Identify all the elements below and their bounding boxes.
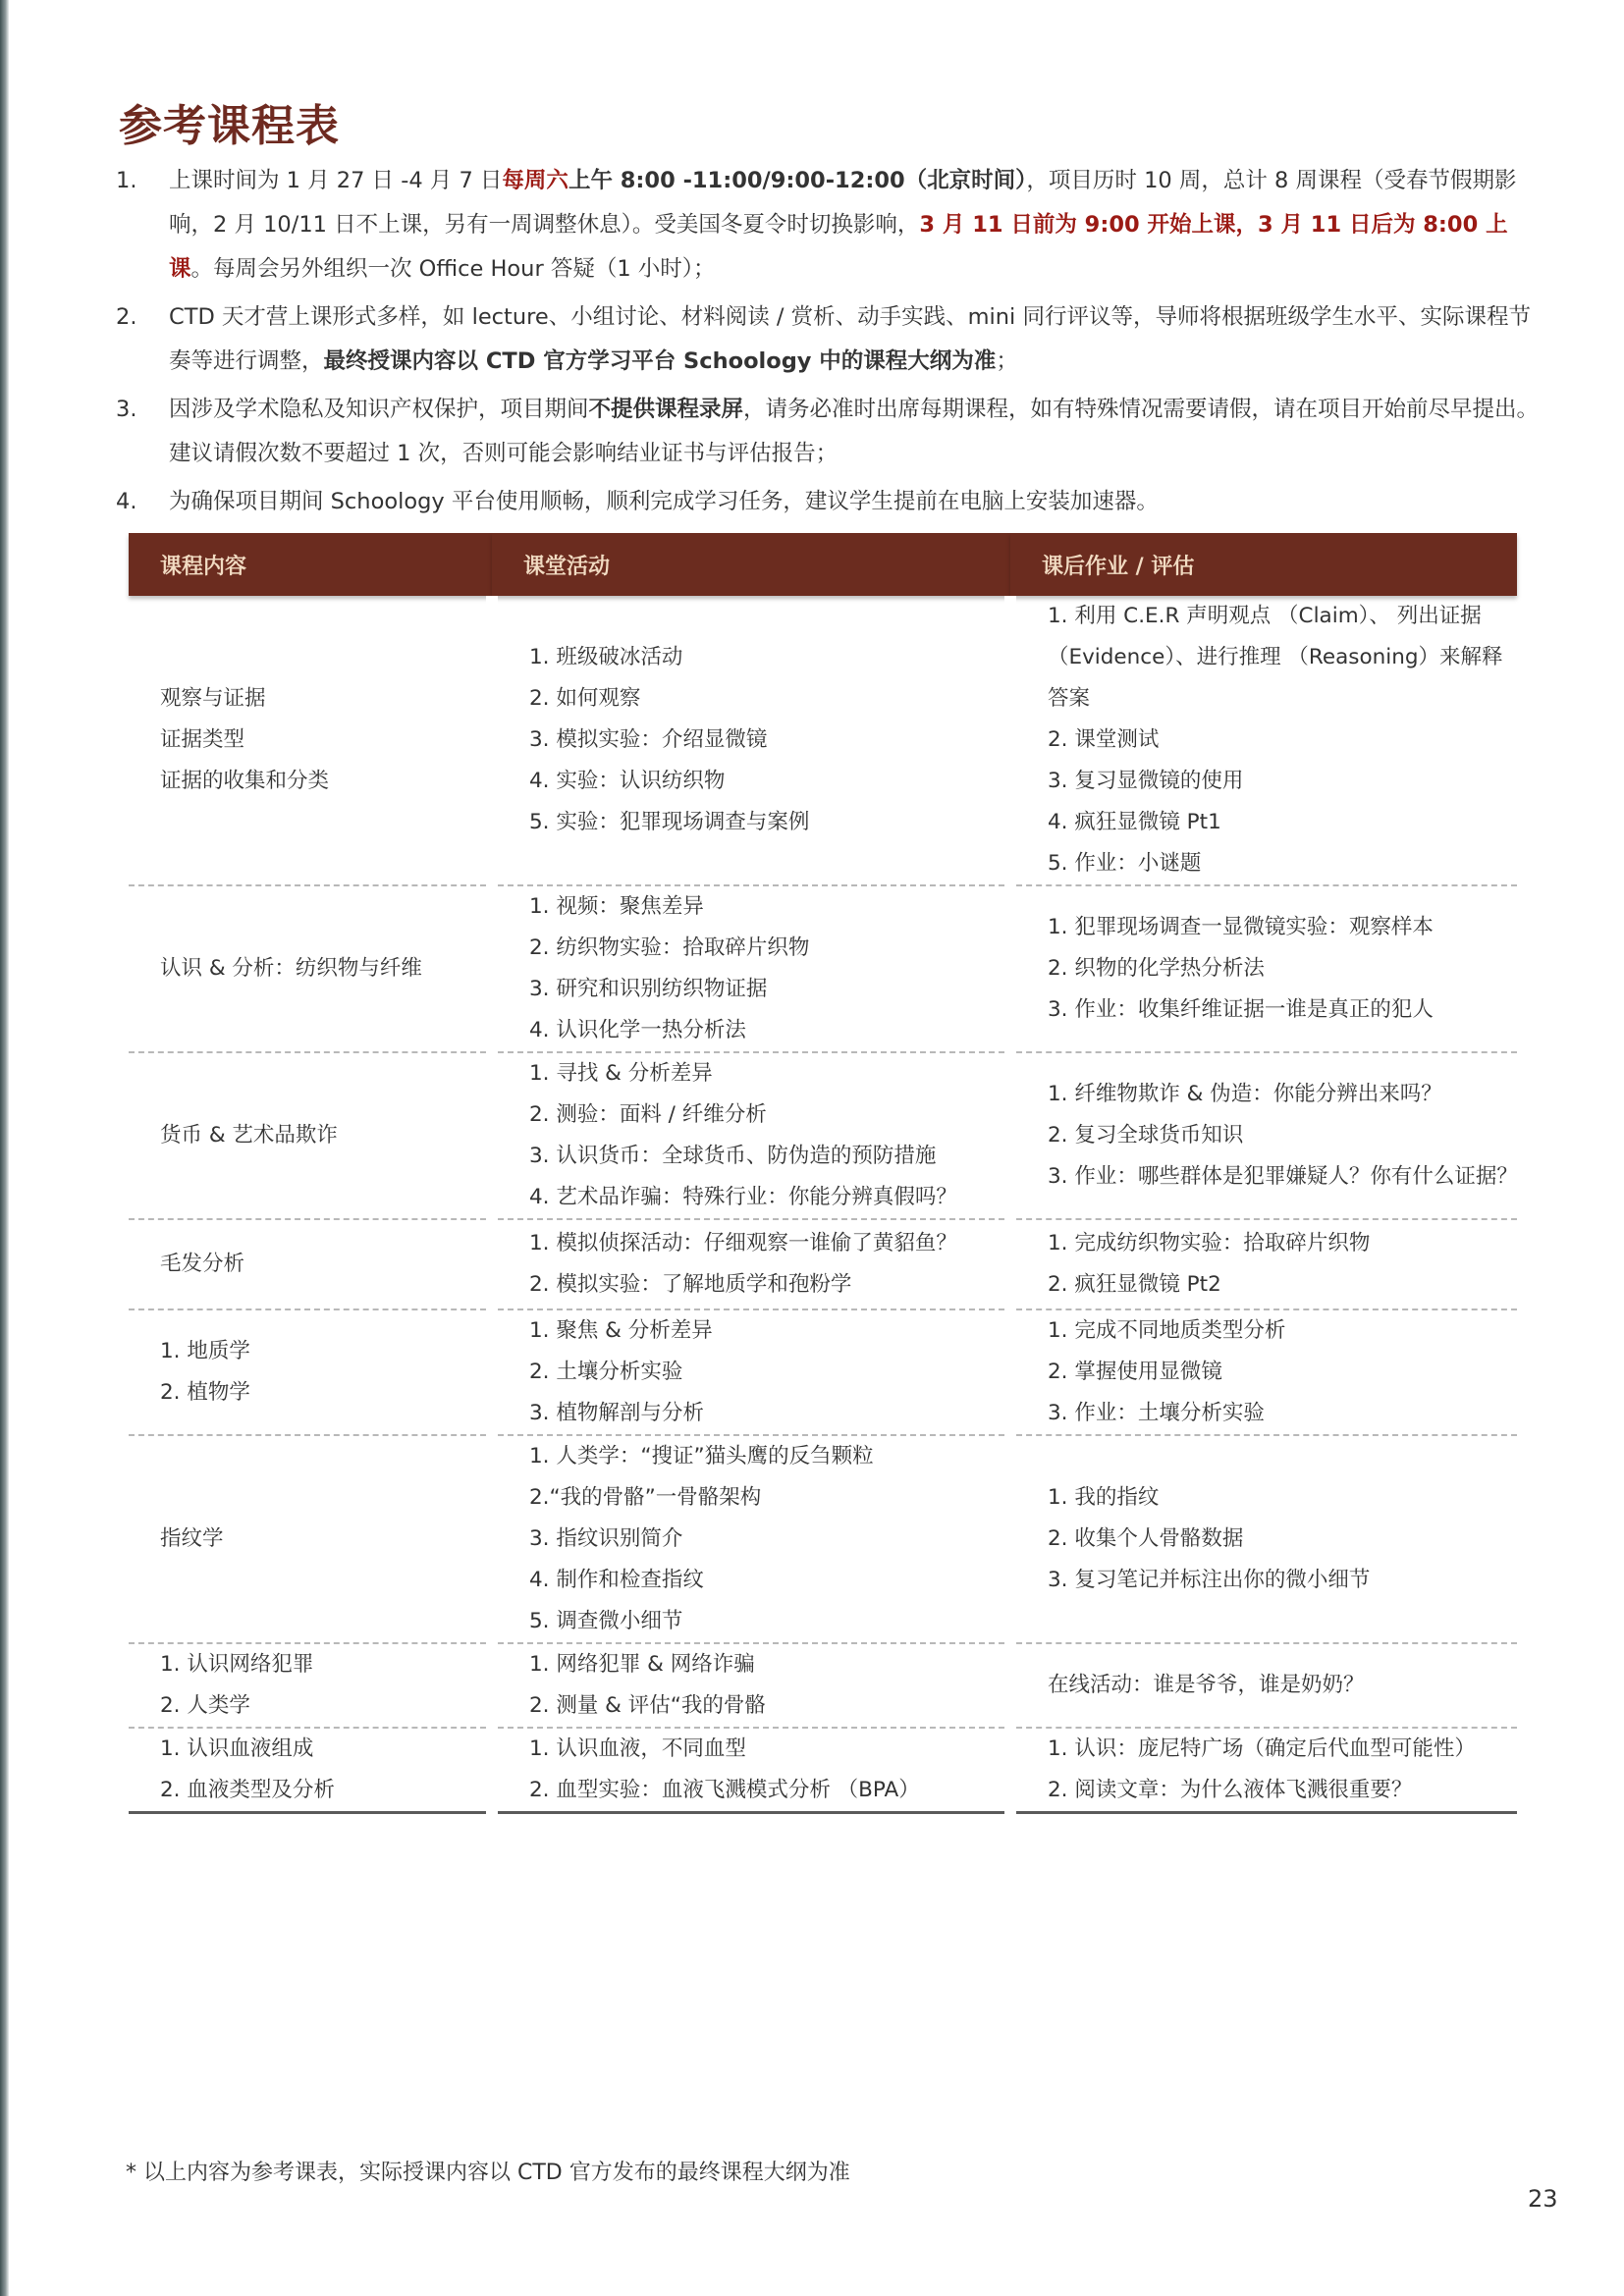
note-item — [116, 388, 1540, 476]
homework-cell — [1010, 1435, 1517, 1643]
cell-line: 3. 认识货币：全球货币、防伪造的预防措施 — [529, 1144, 937, 1168]
homework-cell — [1010, 596, 1517, 885]
class-activities-cell — [492, 1435, 1010, 1643]
cell-line: 4. 制作和检查指纹 — [529, 1568, 704, 1592]
cell-line: 4. 艺术品诈骗：特殊行业：你能分辨真假吗？ — [529, 1185, 957, 1209]
note-emphasis: 最终授课内容以 CTD 官方学习平台 Schoology 中的课程大纲为准 — [323, 348, 997, 374]
cell-line: 2.“我的骨骼”一骨骼架构 — [529, 1485, 762, 1510]
cell-line: 1. 认识血液组成 — [160, 1736, 314, 1761]
cell-line: 2. 血液类型及分析 — [160, 1778, 335, 1802]
cell-line: 2. 测量 & 评估“我的骨骼 — [529, 1693, 766, 1718]
cell-line: 3. 作业：收集纤维证据一谁是真正的犯人 — [1048, 997, 1434, 1022]
cell-line: 2. 如何观察 — [529, 686, 641, 711]
cell-line: 观察与证据 — [160, 686, 266, 711]
page-title: 参考课程表 — [119, 101, 340, 151]
cell-line: 1. 模拟侦探活动：仔细观察一谁偷了黄貂鱼？ — [529, 1231, 957, 1255]
note-emphasis: 每周六 — [502, 168, 568, 193]
cell-line: 2. 阅读文章：为什么液体飞溅很重要？ — [1048, 1778, 1413, 1802]
note-emphasis: 不提供课程录屏 — [588, 397, 744, 422]
cell-line: 5. 调查微小细节 — [529, 1609, 683, 1633]
cell-line: 3. 模拟实验：介绍显微镜 — [529, 727, 768, 752]
note-text: ，项目历时 10 周，总计 8 周课程（受春节假期影响，2 月 10/11 日不上课，另有一周调整休息）。受美国冬夏令时切换影响， — [169, 168, 1517, 238]
cell-line: 1. 人类学：“搜证”猫头鹰的反刍颗粒 — [529, 1444, 874, 1468]
cell-line: 1. 我的指纹 — [1048, 1485, 1160, 1510]
homework-cell — [1010, 1728, 1517, 1813]
homework-cell — [1010, 885, 1517, 1052]
note-text: 。每周会另外组织一次 Office Hour 答疑（1 小时）； — [190, 256, 716, 282]
note-emphasis: 上午 8:00 -11:00/9:00-12:00（北京时间） — [568, 168, 1027, 193]
table-row — [129, 1309, 1517, 1435]
cell-line: 2. 纺织物实验：拾取碎片织物 — [529, 935, 810, 960]
class-activities-cell — [492, 1219, 1010, 1309]
cell-line: 1. 寻找 & 分析差异 — [529, 1061, 713, 1086]
cell-line: 5. 作业：小谜题 — [1048, 851, 1202, 876]
cell-line: 3. 作业：哪些群体是犯罪嫌疑人？你有什么证据？ — [1048, 1164, 1518, 1189]
cell-line: 1. 网络犯罪 & 网络诈骗 — [529, 1652, 755, 1677]
notes-list — [116, 159, 1540, 524]
cell-line: 3. 指纹识别简介 — [529, 1526, 683, 1551]
cell-line: 认识 & 分析：纺织物与纤维 — [160, 956, 422, 981]
cell-line: 4. 认识化学一热分析法 — [529, 1018, 746, 1042]
table-body — [129, 596, 1517, 1813]
course-content-cell — [129, 885, 492, 1052]
footnote: * 以上内容为参考课表，实际授课内容以 CTD 官方发布的最终课程大纲为准 — [126, 2161, 850, 2185]
cell-line: 1. 视频：聚焦差异 — [529, 894, 704, 919]
cell-line: 在线活动：谁是爷爷，谁是奶奶？ — [1048, 1673, 1365, 1697]
class-activities-cell — [492, 596, 1010, 885]
cell-line: 1. 完成纺织物实验：拾取碎片织物 — [1048, 1231, 1371, 1255]
cell-line: 3. 植物解剖与分析 — [529, 1401, 704, 1425]
cell-line: 1. 纤维物欺诈 & 伪造：你能分辨出来吗？ — [1048, 1082, 1442, 1106]
course-content-cell — [129, 1309, 492, 1435]
cell-line: 2. 模拟实验：了解地质学和孢粉学 — [529, 1272, 852, 1297]
cell-line: 证据的收集和分类 — [160, 769, 330, 793]
cell-line: 3. 复习显微镜的使用 — [1048, 769, 1244, 793]
table-row — [129, 1435, 1517, 1643]
cell-line: 5. 实验：犯罪现场调查与案例 — [529, 810, 810, 834]
table-row — [129, 596, 1517, 885]
cell-line: 2. 人类学 — [160, 1693, 250, 1718]
cell-line: 2. 课堂测试 — [1048, 727, 1160, 752]
cell-line: 2. 植物学 — [160, 1380, 250, 1405]
note-text: 上课时间为 1 月 27 日 -4 月 7 日 — [169, 168, 503, 193]
cell-line: 4. 实验：认识纺织物 — [529, 769, 726, 793]
note-item — [116, 295, 1540, 384]
cell-line: 3. 研究和识别纺织物证据 — [529, 977, 768, 1001]
note-text: CTD 天才营上课形式多样，如 lecture、小组讨论、材料阅读 / 赏析、动手实践、mini 同行评议等，导师将根据班级学生水平、实际课程节奏等进行调整， — [169, 304, 1531, 374]
note-text: 为确保项目期间 Schoology 平台使用顺畅，顺利完成学习任务，建议学生提前在电脑上安装加速器。 — [169, 489, 1159, 514]
homework-cell — [1010, 1052, 1517, 1219]
cell-line: 1. 班级破冰活动 — [529, 645, 683, 669]
note-item — [116, 159, 1540, 292]
table-row — [129, 1643, 1517, 1728]
course-content-cell — [129, 1728, 492, 1813]
course-content-cell — [129, 596, 492, 885]
cell-line: 1. 犯罪现场调查一显微镜实验：观察样本 — [1048, 915, 1434, 939]
course-schedule-table — [129, 533, 1517, 1814]
cell-line: 2. 复习全球货币知识 — [1048, 1123, 1244, 1148]
note-number: 2. — [116, 304, 137, 330]
cell-line: 2. 掌握使用显微镜 — [1048, 1360, 1222, 1384]
course-content-cell — [129, 1435, 492, 1643]
table-row — [129, 1728, 1517, 1813]
cell-line: 2. 织物的化学热分析法 — [1048, 956, 1265, 981]
homework-cell — [1010, 1309, 1517, 1435]
header-course-content: 课程内容 — [129, 533, 492, 596]
cell-line: 3. 复习笔记并标注出你的微小细节 — [1048, 1568, 1371, 1592]
class-activities-cell — [492, 1309, 1010, 1435]
class-activities-cell — [492, 1643, 1010, 1728]
note-number: 1. — [116, 168, 137, 193]
cell-line: 1. 认识：庞尼特广场（确定后代血型可能性） — [1048, 1736, 1476, 1761]
homework-cell — [1010, 1219, 1517, 1309]
cell-line: 毛发分析 — [160, 1252, 245, 1276]
class-activities-cell — [492, 1052, 1010, 1219]
note-number: 3. — [116, 397, 137, 422]
course-content-cell — [129, 1052, 492, 1219]
cell-line: 2. 测验：面料 / 纤维分析 — [529, 1102, 767, 1127]
page-number: 23 — [1528, 2185, 1558, 2213]
cell-line: 3. 作业：土壤分析实验 — [1048, 1401, 1265, 1425]
note-emphasis: 3 月 11 日前为 9:00 开始上课，3 月 11 日后为 8:00 上课 — [169, 212, 1508, 282]
header-class-activities: 课堂活动 — [492, 533, 1010, 596]
note-text: 因涉及学术隐私及知识产权保护，项目期间 — [169, 397, 589, 422]
table-header-row — [129, 533, 1517, 596]
table-row — [129, 885, 1517, 1052]
homework-cell — [1010, 1643, 1517, 1728]
cell-line: 1. 利用 C.E.R 声明观点 （Claim）、 列出证据（Evidence）、进行推理 （Reasoning）来解释答案 — [1048, 604, 1503, 711]
cell-line: 指纹学 — [160, 1526, 224, 1551]
cell-line: 1. 聚焦 & 分析差异 — [529, 1318, 713, 1343]
cell-line: 4. 疯狂显微镜 Pt1 — [1048, 810, 1221, 834]
note-text: ，请务必准时出席每期课程，如有特殊情况需要请假，请在项目开始前尽早提出。建议请假次数不要超过 1 次，否则可能会影响结业证书与评估报告； — [169, 397, 1540, 466]
note-number: 4. — [116, 489, 137, 514]
cell-line: 1. 认识血液，不同血型 — [529, 1736, 746, 1761]
note-item — [116, 480, 1540, 524]
cell-line: 1. 地质学 — [160, 1339, 250, 1363]
header-homework-assessment: 课后作业 / 评估 — [1010, 533, 1517, 596]
class-activities-cell — [492, 1728, 1010, 1813]
table-row — [129, 1052, 1517, 1219]
cell-line: 2. 收集个人骨骼数据 — [1048, 1526, 1244, 1551]
cell-line: 2. 土壤分析实验 — [529, 1360, 683, 1384]
cell-line: 1. 完成不同地质类型分析 — [1048, 1318, 1286, 1343]
class-activities-cell — [492, 885, 1010, 1052]
table-header — [129, 533, 1517, 596]
note-text: ； — [996, 348, 1018, 374]
table-row — [129, 1219, 1517, 1309]
course-content-cell — [129, 1643, 492, 1728]
cell-line: 证据类型 — [160, 727, 245, 752]
course-content-cell — [129, 1219, 492, 1309]
left-edge-decoration — [0, 0, 9, 2296]
cell-line: 1. 认识网络犯罪 — [160, 1652, 314, 1677]
cell-line: 货币 & 艺术品欺诈 — [160, 1123, 338, 1148]
cell-line: 2. 血型实验：血液飞溅模式分析 （BPA） — [529, 1778, 920, 1802]
cell-line: 2. 疯狂显微镜 Pt2 — [1048, 1272, 1221, 1297]
